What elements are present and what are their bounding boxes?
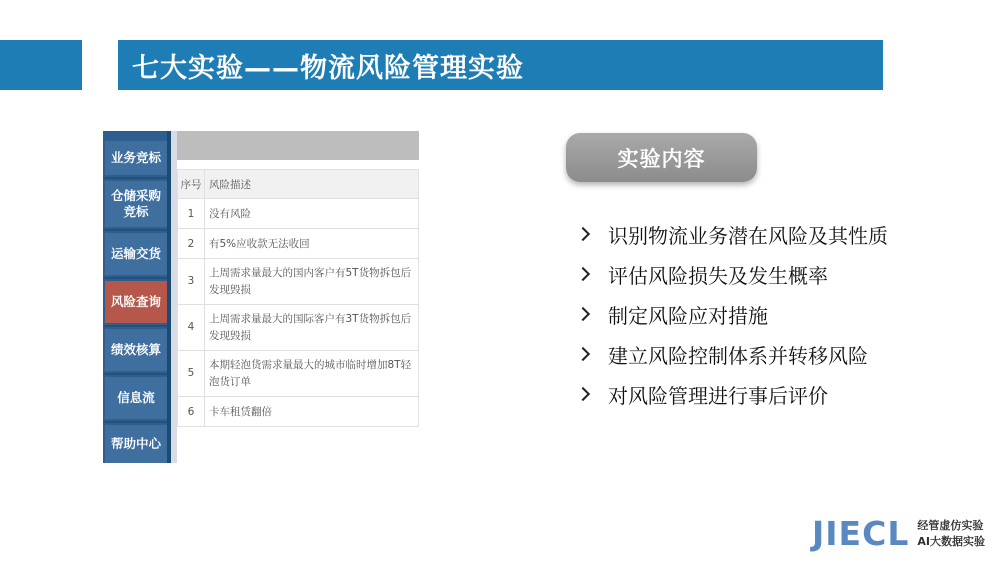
row-number: 1: [178, 199, 205, 229]
logo-line-2: AI大数据实验: [917, 534, 985, 548]
row-number: 2: [178, 229, 205, 259]
bullet-text: 评估风险损失及发生概率: [608, 263, 828, 288]
row-description: 上周需求量最大的国际客户有3T货物拆包后发现毁损: [205, 305, 419, 351]
row-description: 没有风险: [205, 199, 419, 229]
bullet-text: 对风险管理进行事后评价: [608, 383, 828, 408]
table-row[interactable]: [178, 397, 419, 427]
row-number: 6: [178, 397, 205, 427]
table-row[interactable]: [178, 351, 419, 397]
sidebar-item-information[interactable]: 信息流: [105, 377, 167, 419]
left-accent-band: [0, 40, 82, 90]
content-heading-badge: [566, 133, 757, 182]
list-item: [578, 294, 888, 334]
sidebar-item-help[interactable]: 帮助中心: [105, 425, 167, 463]
list-item: [578, 374, 888, 414]
sidebar-item-transport[interactable]: 运输交货: [105, 233, 167, 275]
logo-subtitle: [917, 518, 985, 550]
table-row[interactable]: [178, 199, 419, 229]
chevron-right-icon: [578, 388, 590, 400]
chevron-right-icon: [578, 348, 590, 360]
table-row[interactable]: [178, 259, 419, 305]
chevron-right-icon: [578, 228, 590, 240]
list-item: [578, 254, 888, 294]
risk-table: [177, 169, 419, 427]
chevron-right-icon: [578, 308, 590, 320]
panel-header: [177, 131, 419, 160]
bullet-text: 识别物流业务潜在风险及其性质: [608, 223, 888, 248]
bullet-text: 制定风险应对措施: [608, 303, 768, 328]
column-header-no: 序号: [178, 170, 205, 199]
content-heading: 实验内容: [617, 146, 706, 171]
bullet-text: 建立风险控制体系并转移风险: [608, 343, 868, 368]
row-number: 4: [178, 305, 205, 351]
list-item: [578, 334, 888, 374]
list-item: [578, 214, 888, 254]
sidebar-item-risk-query[interactable]: 风险查询: [105, 281, 167, 323]
table-row[interactable]: [178, 229, 419, 259]
jiecl-logo: [812, 514, 985, 553]
row-description: 本期轻泡货需求量最大的城市临时增加8T轻泡货订单: [205, 351, 419, 397]
sidebar-divider: [103, 277, 171, 279]
row-number: 3: [178, 259, 205, 305]
sidebar-item-warehouse-bidding[interactable]: 仓储采购竞标: [105, 181, 167, 227]
sidebar-divider: [103, 373, 171, 375]
sidebar-item-performance[interactable]: 绩效核算: [105, 329, 167, 371]
row-description: 有5%应收款无法收回: [205, 229, 419, 259]
row-description: 上周需求量最大的国内客户有5T货物拆包后发现毁损: [205, 259, 419, 305]
row-description: 卡车租赁翻倍: [205, 397, 419, 427]
content-bullet-list: [578, 214, 888, 414]
risk-query-screenshot: [103, 131, 419, 463]
sidebar-divider: [103, 229, 171, 231]
table-row[interactable]: [178, 305, 419, 351]
title-bar: [118, 40, 883, 90]
logo-mark: JIECL: [812, 514, 910, 553]
sidebar-divider: [103, 325, 171, 327]
row-number: 5: [178, 351, 205, 397]
sidebar-divider: [103, 177, 171, 179]
page-title: 七大实验——物流风险管理实验: [132, 52, 524, 84]
column-header-desc: 风险描述: [205, 170, 419, 199]
logo-line-1: 经管虚仿实验: [917, 518, 984, 532]
chevron-right-icon: [578, 268, 590, 280]
sidebar-divider: [103, 421, 171, 423]
sidebar-item-bidding[interactable]: 业务竞标: [105, 141, 167, 175]
table-header-row: [178, 170, 419, 199]
